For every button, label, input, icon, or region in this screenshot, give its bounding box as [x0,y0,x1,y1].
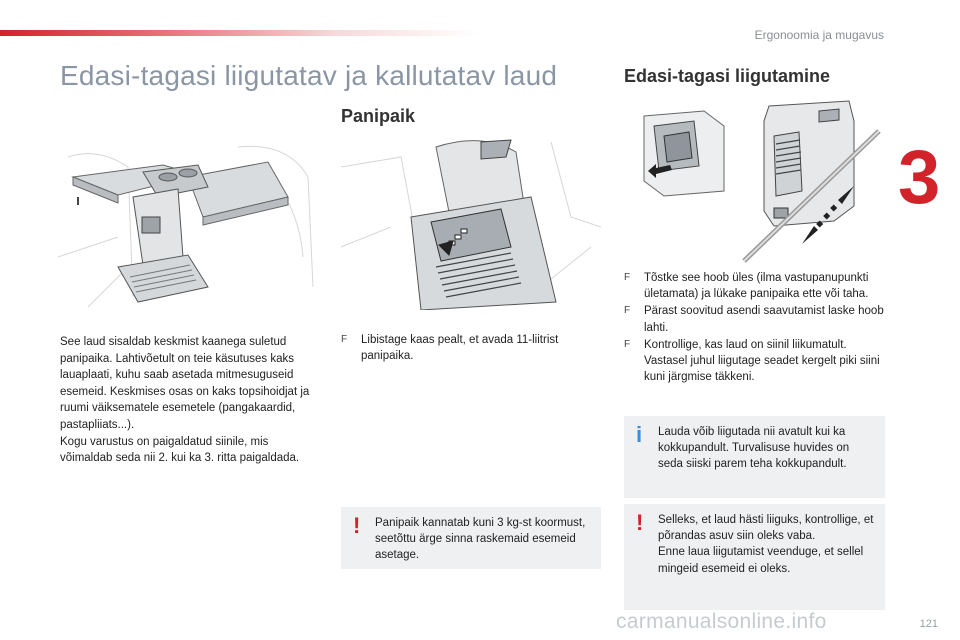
sliding-warning-box [624,504,885,610]
sliding-info-box [624,416,885,498]
sliding-heading: Edasi-tagasi liigutamine [624,66,831,86]
bullet-text: Libistage kaas pealt, et avada 11-liitrist panipaika. [361,334,559,363]
bullet-icon: F [624,338,631,350]
header-accent-bar [0,30,480,36]
chapter-number: 3 [898,135,941,220]
bullet-text: Kontrollige, kas laud on siinil liikumatult. Vastasel juhul liigutage seadet kergelt piki siini kuni järgmise täkkeni. [644,338,880,384]
bullet-text: Tõstke see hoob üles (ilma vastupanupunkti ületamata) ja lükake panipaika ette või taha. [644,272,869,301]
watermark: carmanualsonline.info [616,610,827,633]
list-item [341,332,599,364]
table-illustration [58,137,320,310]
info-icon: i [636,422,643,447]
bullet-text: Pärast soovitud asendi saavutamist laske hoob lahti. [644,305,884,334]
list-item [624,337,886,386]
warning-icon: ! [636,510,644,535]
bullet-icon: F [624,305,631,317]
storage-warning-box [341,507,601,569]
sliding-illustration [624,96,884,268]
list-item [624,270,886,302]
storage-compartment-image [341,137,601,310]
warning-text: Selleks, et laud hästi liiguks, kontrollige, et põrandas asuv siin oleks vaba. Enne laua liigutamist veenduge, et sellel mingeid esemeid ei oleks. [658,514,874,575]
storage-bullets [341,332,599,365]
warning-text: Panipaik kannatab kuni 3 kg-st koormust, seetõttu ärge sinna raskemaid esemeid asetage. [375,517,586,562]
page-number: 121 [919,618,938,630]
table-description: See laud sisaldab keskmist kaanega suletud panipaika. Lahtivõetult on teie käsutuses kaks lauaplaati, kuhu saab asetada mitmesuguseid esemeid. Keskmises osas on kaks topsihoidjat ja ruumi väiksematele esemetele (pangakaardid, pastapliiats...). Kogu varustus on paigaldatud siinile, mis võimaldab seda nii 2. kui ka 3. ritta paigaldada. [60,336,310,465]
storage-heading: Panipaik [341,106,416,126]
sliding-bullets [624,270,886,386]
section-label: Ergonoomia ja mugavus [754,28,884,42]
page-title: Edasi-tagasi liigutatav ja kallutatav laud [60,60,558,91]
sliding-mechanism-image [624,96,884,268]
warning-icon: ! [353,513,361,538]
list-item [624,303,886,335]
bullet-icon: F [624,272,631,283]
folding-table-image [58,137,320,310]
storage-illustration [341,137,601,310]
bullet-icon: F [341,334,348,345]
info-text: Lauda võib liigutada nii avatult kui ka kokkupandult. Turvalisuse huvides on seda siiski parem teha kokkupandult. [658,426,850,471]
